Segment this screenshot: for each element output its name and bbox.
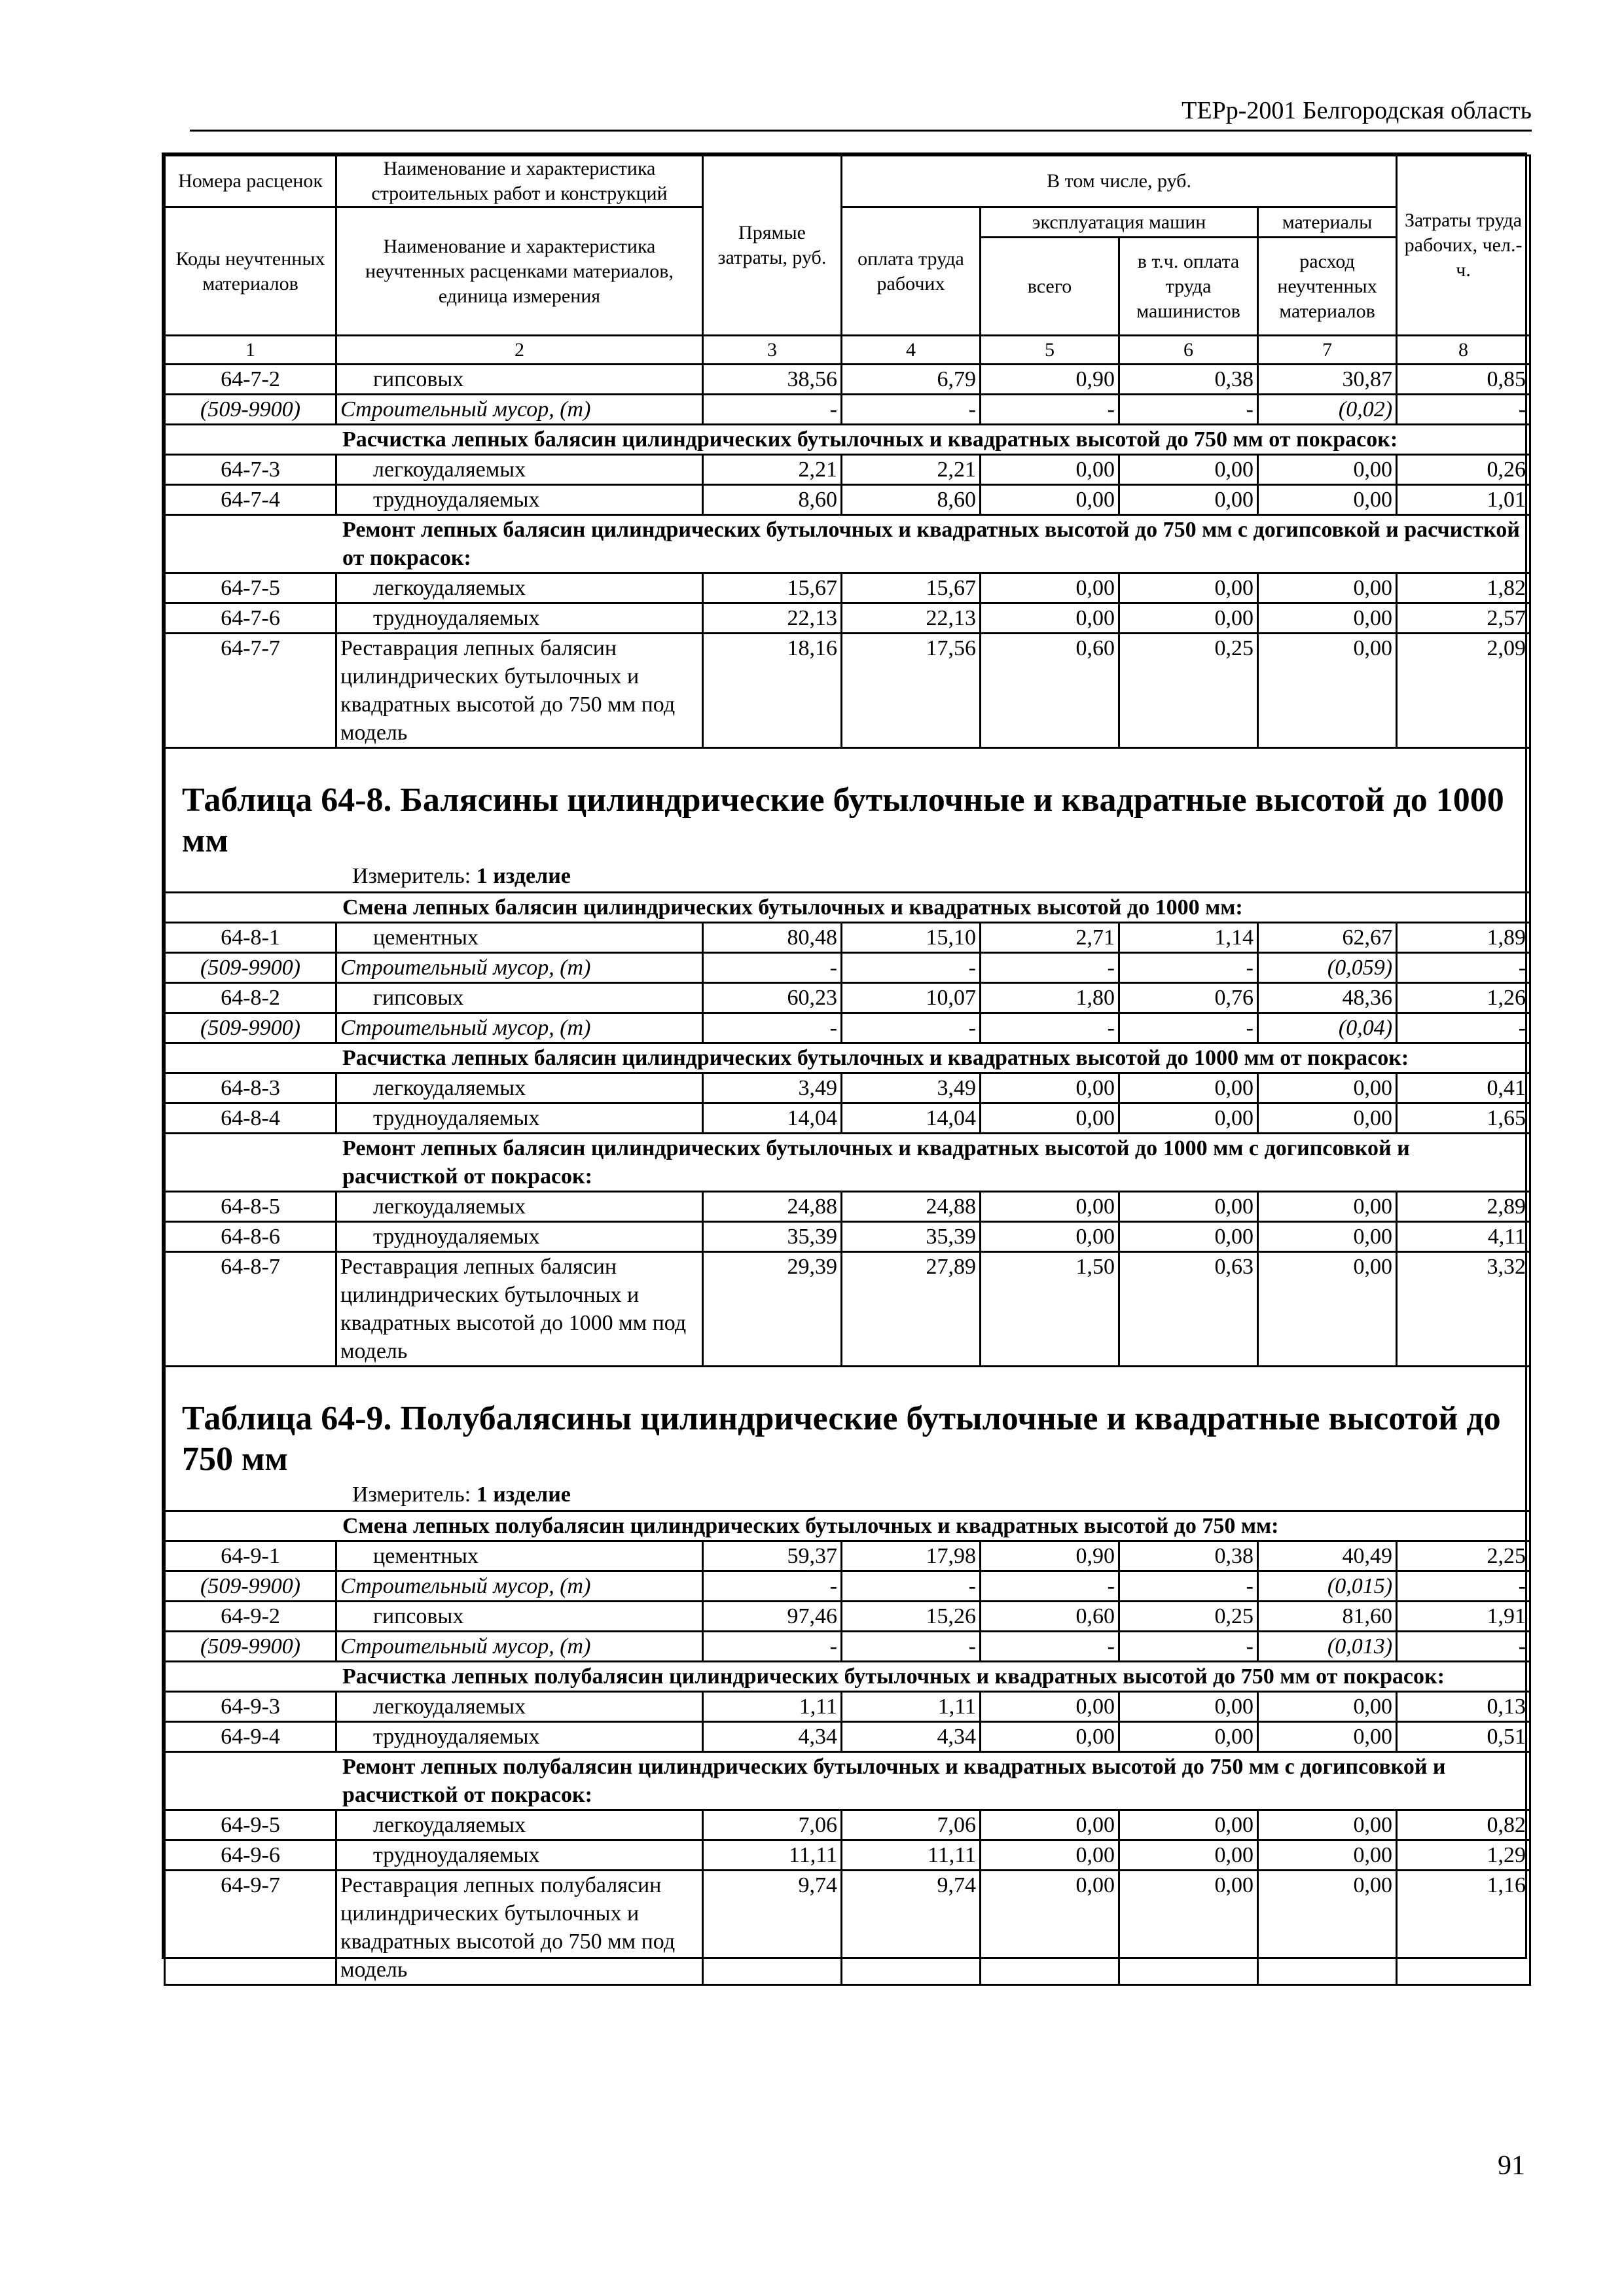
column-number: 8 (1397, 336, 1530, 365)
table-title-cell (165, 1367, 1530, 1511)
worker-pay: 8,60 (842, 485, 981, 515)
labor-hours: 1,82 (1397, 573, 1530, 603)
section-row (165, 425, 1530, 455)
machines-total: - (981, 395, 1119, 425)
labor-hours: 0,51 (1397, 1722, 1530, 1752)
work-name: Реставрация лепных полубалясин цилиндрических бутылочных и квадратных высотой до 750 мм под модель (336, 1871, 703, 1985)
direct-costs: 2,21 (703, 455, 842, 485)
work-name: легкоудаляемых (336, 1192, 703, 1222)
direct-costs: 18,16 (703, 634, 842, 748)
material-row (165, 1632, 1530, 1662)
rate-row (165, 365, 1530, 395)
machinist-pay: 0,00 (1119, 1103, 1258, 1134)
work-name: Реставрация лепных балясин цилиндрических бутылочных и квадратных высотой до 1000 мм под модель (336, 1252, 703, 1367)
direct-costs: 7,06 (703, 1810, 842, 1840)
labor-hours: - (1397, 1632, 1530, 1662)
machines-total: - (981, 1013, 1119, 1043)
materials-value: 0,00 (1258, 573, 1397, 603)
rate-code: 64-7-2 (165, 365, 336, 395)
material-name: Строительный мусор, (т) (336, 395, 703, 425)
table-title: Таблица 64-8. Балясины цилиндрические бутылочные и квадратные высотой до 1000 мм (182, 781, 1504, 859)
section-row (165, 1752, 1530, 1810)
section-heading: Смена лепных полубалясин цилиндрических бутылочных и квадратных высотой до 750 мм: (165, 1511, 1530, 1541)
work-name: гипсовых (336, 983, 703, 1013)
labor-hours: 0,85 (1397, 365, 1530, 395)
machines-total: 0,00 (981, 1810, 1119, 1840)
rate-code: 64-9-1 (165, 1541, 336, 1571)
rate-row (165, 1103, 1530, 1134)
labor-hours: 0,41 (1397, 1073, 1530, 1103)
labor-hours: - (1397, 1571, 1530, 1602)
materials-header: материалы (1258, 207, 1397, 238)
price-table (164, 154, 1531, 1986)
machines-total: 0,00 (981, 1222, 1119, 1252)
materials-value: 0,00 (1258, 1722, 1397, 1752)
direct-costs: - (703, 395, 842, 425)
materials-value: 30,87 (1258, 365, 1397, 395)
labor-hours: 2,09 (1397, 634, 1530, 748)
worker-pay: 35,39 (842, 1222, 981, 1252)
work-name: трудноудаляемых (336, 485, 703, 515)
rate-row (165, 573, 1530, 603)
direct-costs: 1,11 (703, 1692, 842, 1722)
direct-costs: 59,37 (703, 1541, 842, 1571)
work-name: трудноудаляемых (336, 1840, 703, 1871)
materials-value: (0,013) (1258, 1632, 1397, 1662)
machinist-pay-header: в т.ч. оплата труда машинистов (1119, 238, 1258, 336)
rate-row (165, 1692, 1530, 1722)
direct-costs: 60,23 (703, 983, 842, 1013)
direct-costs: 35,39 (703, 1222, 842, 1252)
price-table-frame (162, 152, 1527, 1982)
machinist-pay: - (1119, 953, 1258, 983)
work-name: трудноудаляемых (336, 603, 703, 634)
rate-row (165, 983, 1530, 1013)
materials-value: (0,02) (1258, 395, 1397, 425)
rate-row (165, 1073, 1530, 1103)
labor-hours: 2,89 (1397, 1192, 1530, 1222)
materials-value: 62,67 (1258, 923, 1397, 953)
machines-total: 0,60 (981, 634, 1119, 748)
rate-code: 64-8-5 (165, 1192, 336, 1222)
machines-total: - (981, 1632, 1119, 1662)
labor-hours: 1,26 (1397, 983, 1530, 1013)
machines-total: 0,00 (981, 1722, 1119, 1752)
machinist-pay: 0,00 (1119, 573, 1258, 603)
machines-total: 0,90 (981, 365, 1119, 395)
direct-costs: - (703, 953, 842, 983)
materials-value: 0,00 (1258, 1103, 1397, 1134)
section-heading: Смена лепных балясин цилиндрических бутылочных и квадратных высотой до 1000 мм: (165, 893, 1530, 923)
table-title-cell (165, 748, 1530, 893)
section-heading: Ремонт лепных полубалясин цилиндрических бутылочных и квадратных высотой до 750 мм с догипсовкой и расчисткой от покрасок: (165, 1752, 1530, 1810)
rate-code: 64-7-5 (165, 573, 336, 603)
materials-value: 0,00 (1258, 1871, 1397, 1985)
column-number: 5 (981, 336, 1119, 365)
material-code: (509-9900) (165, 395, 336, 425)
machinist-pay: 0,00 (1119, 603, 1258, 634)
materials-value: 0,00 (1258, 1692, 1397, 1722)
machines-total: 0,00 (981, 1692, 1119, 1722)
worker-pay: 22,13 (842, 603, 981, 634)
section-row (165, 1043, 1530, 1073)
section-row (165, 1134, 1530, 1192)
section-heading: Расчистка лепных балясин цилиндрических бутылочных и квадратных высотой до 750 мм от покрасок: (165, 425, 1530, 455)
machines-total: - (981, 953, 1119, 983)
table-title-row (165, 1367, 1530, 1511)
machinist-pay: 0,00 (1119, 455, 1258, 485)
machinist-pay: 0,00 (1119, 1722, 1258, 1752)
machinist-pay: 0,38 (1119, 365, 1258, 395)
machinist-pay: 0,00 (1119, 1073, 1258, 1103)
machines-total: 0,90 (981, 1541, 1119, 1571)
work-name: трудноудаляемых (336, 1103, 703, 1134)
labor-costs-header: Затраты труда рабочих, чел.-ч. (1397, 156, 1530, 336)
measure-unit-value: 1 изделие (476, 864, 571, 888)
materials-value: 0,00 (1258, 485, 1397, 515)
table-title-row (165, 748, 1530, 893)
materials-value: 0,00 (1258, 603, 1397, 634)
work-name: легкоудаляемых (336, 1692, 703, 1722)
section-row (165, 893, 1530, 923)
material-row (165, 1571, 1530, 1602)
work-name: трудноудаляемых (336, 1722, 703, 1752)
rate-row (165, 455, 1530, 485)
worker-pay: 3,49 (842, 1073, 981, 1103)
column-number: 2 (336, 336, 703, 365)
rate-row (165, 485, 1530, 515)
direct-costs: 3,49 (703, 1073, 842, 1103)
rate-code: 64-8-1 (165, 923, 336, 953)
labor-hours: 2,57 (1397, 603, 1530, 634)
worker-pay: 27,89 (842, 1252, 981, 1367)
direct-costs: 97,46 (703, 1602, 842, 1632)
machinist-pay: - (1119, 1013, 1258, 1043)
machines-total: 2,71 (981, 923, 1119, 953)
direct-costs: - (703, 1013, 842, 1043)
worker-pay: - (842, 395, 981, 425)
machinist-pay: 1,14 (1119, 923, 1258, 953)
rate-code: 64-8-3 (165, 1073, 336, 1103)
direct-costs: 29,39 (703, 1252, 842, 1367)
machines-total: 0,00 (981, 455, 1119, 485)
machinist-pay: 0,25 (1119, 1602, 1258, 1632)
material-name: Строительный мусор, (т) (336, 1632, 703, 1662)
worker-pay: 10,07 (842, 983, 981, 1013)
machinist-pay: 0,00 (1119, 1810, 1258, 1840)
labor-hours: 0,13 (1397, 1692, 1530, 1722)
machinist-pay: 0,38 (1119, 1541, 1258, 1571)
machines-total: 0,00 (981, 573, 1119, 603)
col2-top-header: Наименование и характеристика строительных работ и конструкций (336, 156, 703, 207)
rate-code: 64-7-7 (165, 634, 336, 748)
work-name: трудноудаляемых (336, 1222, 703, 1252)
worker-pay: 24,88 (842, 1192, 981, 1222)
rate-row (165, 603, 1530, 634)
rate-code: 64-8-7 (165, 1252, 336, 1367)
direct-costs: 24,88 (703, 1192, 842, 1222)
materials-value: 0,00 (1258, 1222, 1397, 1252)
section-heading: Ремонт лепных балясин цилиндрических бутылочных и квадратных высотой до 750 мм с догипсовкой и расчисткой от покрасок: (165, 515, 1530, 573)
unaccounted-materials-header: расход неучтенных материалов (1258, 238, 1397, 336)
worker-pay: - (842, 1571, 981, 1602)
machines-total: 1,80 (981, 983, 1119, 1013)
material-row (165, 395, 1530, 425)
measure-unit-value: 1 изделие (476, 1482, 571, 1507)
rate-code: 64-9-7 (165, 1871, 336, 1985)
rate-code: 64-8-2 (165, 983, 336, 1013)
materials-value: 0,00 (1258, 634, 1397, 748)
work-name: легкоудаляемых (336, 1073, 703, 1103)
direct-costs: 11,11 (703, 1840, 842, 1871)
column-number: 4 (842, 336, 981, 365)
machinist-pay: 0,25 (1119, 634, 1258, 748)
machines-total: 0,00 (981, 1871, 1119, 1985)
rate-row (165, 1192, 1530, 1222)
materials-value: 0,00 (1258, 1810, 1397, 1840)
worker-pay: - (842, 1013, 981, 1043)
machines-header: эксплуатация машин (981, 207, 1258, 238)
rate-code: 64-9-6 (165, 1840, 336, 1871)
worker-pay: 15,26 (842, 1602, 981, 1632)
materials-value: (0,04) (1258, 1013, 1397, 1043)
direct-costs: 15,67 (703, 573, 842, 603)
material-row (165, 1013, 1530, 1043)
material-code: (509-9900) (165, 1571, 336, 1602)
rate-row (165, 1722, 1530, 1752)
materials-value: 0,00 (1258, 1192, 1397, 1222)
direct-costs: - (703, 1571, 842, 1602)
direct-costs-header: Прямые затраты, руб. (703, 156, 842, 336)
labor-hours: 1,01 (1397, 485, 1530, 515)
machinist-pay: 0,63 (1119, 1252, 1258, 1367)
rate-row (165, 634, 1530, 748)
materials-value: 0,00 (1258, 1252, 1397, 1367)
rate-code: 64-8-6 (165, 1222, 336, 1252)
rate-row (165, 1252, 1530, 1367)
material-code: (509-9900) (165, 1013, 336, 1043)
measure-unit-label: Измеритель: (352, 1482, 471, 1507)
machinist-pay: 0,00 (1119, 485, 1258, 515)
machinist-pay: 0,00 (1119, 1692, 1258, 1722)
rate-row (165, 1840, 1530, 1871)
measure-unit-label: Измеритель: (352, 864, 471, 888)
machinist-pay: - (1119, 1571, 1258, 1602)
labor-hours: - (1397, 953, 1530, 983)
page-number: 91 (1498, 2151, 1525, 2181)
worker-pay: 17,56 (842, 634, 981, 748)
section-row (165, 1662, 1530, 1692)
materials-value: (0,015) (1258, 1571, 1397, 1602)
rate-row (165, 923, 1530, 953)
including-header: В том числе, руб. (842, 156, 1397, 207)
direct-costs: 9,74 (703, 1871, 842, 1985)
direct-costs: - (703, 1632, 842, 1662)
direct-costs: 22,13 (703, 603, 842, 634)
section-row (165, 1511, 1530, 1541)
work-name: легкоудаляемых (336, 573, 703, 603)
materials-value: 0,00 (1258, 1073, 1397, 1103)
column-number: 7 (1258, 336, 1397, 365)
labor-hours: 3,32 (1397, 1252, 1530, 1367)
materials-value: 81,60 (1258, 1602, 1397, 1632)
labor-hours: - (1397, 395, 1530, 425)
material-name: Строительный мусор, (т) (336, 953, 703, 983)
machines-total: 0,00 (981, 603, 1119, 634)
rate-row (165, 1871, 1530, 1985)
rate-code: 64-9-5 (165, 1810, 336, 1840)
material-code: (509-9900) (165, 1632, 336, 1662)
direct-costs: 38,56 (703, 365, 842, 395)
machinist-pay: 0,00 (1119, 1840, 1258, 1871)
materials-value: (0,059) (1258, 953, 1397, 983)
machinist-pay: 0,76 (1119, 983, 1258, 1013)
rate-row (165, 1602, 1530, 1632)
work-name: Реставрация лепных балясин цилиндрических бутылочных и квадратных высотой до 750 мм под модель (336, 634, 703, 748)
materials-value: 48,36 (1258, 983, 1397, 1013)
worker-pay: 17,98 (842, 1541, 981, 1571)
rate-row (165, 1222, 1530, 1252)
machines-total: 0,00 (981, 1192, 1119, 1222)
materials-value: 0,00 (1258, 1840, 1397, 1871)
machinist-pay: 0,00 (1119, 1222, 1258, 1252)
worker-pay: 11,11 (842, 1840, 981, 1871)
labor-hours: 1,29 (1397, 1840, 1530, 1871)
work-name: гипсовых (336, 1602, 703, 1632)
rate-row (165, 1810, 1530, 1840)
col1-bottom-header: Коды неучтенных материалов (165, 207, 336, 336)
materials-value: 0,00 (1258, 455, 1397, 485)
labor-hours: 0,82 (1397, 1810, 1530, 1840)
work-name: цементных (336, 1541, 703, 1571)
machinist-pay: 0,00 (1119, 1192, 1258, 1222)
labor-hours: 1,89 (1397, 923, 1530, 953)
section-heading: Ремонт лепных балясин цилиндрических бутылочных и квадратных высотой до 1000 мм с догипсовкой и расчисткой от покрасок: (165, 1134, 1530, 1192)
labor-hours: 2,25 (1397, 1541, 1530, 1571)
machines-total: 0,00 (981, 1103, 1119, 1134)
machines-total: 0,00 (981, 1840, 1119, 1871)
rate-code: 64-7-3 (165, 455, 336, 485)
material-row (165, 953, 1530, 983)
running-header: ТЕРр-2001 Белгородская область (190, 92, 1532, 132)
column-number: 6 (1119, 336, 1258, 365)
material-name: Строительный мусор, (т) (336, 1571, 703, 1602)
machines-total: 0,60 (981, 1602, 1119, 1632)
labor-hours: 1,16 (1397, 1871, 1530, 1985)
worker-pay: 14,04 (842, 1103, 981, 1134)
direct-costs: 14,04 (703, 1103, 842, 1134)
materials-value: 40,49 (1258, 1541, 1397, 1571)
worker-pay: - (842, 1632, 981, 1662)
machines-total: 1,50 (981, 1252, 1119, 1367)
machinist-pay: 0,00 (1119, 1871, 1258, 1985)
worker-pay: 1,11 (842, 1692, 981, 1722)
worker-pay: 15,10 (842, 923, 981, 953)
rate-code: 64-9-3 (165, 1692, 336, 1722)
work-name: цементных (336, 923, 703, 953)
section-heading: Расчистка лепных балясин цилиндрических бутылочных и квадратных высотой до 1000 мм от покрасок: (165, 1043, 1530, 1073)
material-name: Строительный мусор, (т) (336, 1013, 703, 1043)
work-name: легкоудаляемых (336, 455, 703, 485)
rate-code: 64-7-6 (165, 603, 336, 634)
table-title: Таблица 64-9. Полубалясины цилиндрические бутылочные и квадратные высотой до 750 мм (182, 1400, 1501, 1478)
labor-hours: 0,26 (1397, 455, 1530, 485)
section-row (165, 515, 1530, 573)
material-code: (509-9900) (165, 953, 336, 983)
work-name: легкоудаляемых (336, 1810, 703, 1840)
worker-pay: 2,21 (842, 455, 981, 485)
work-name: гипсовых (336, 365, 703, 395)
machines-total: - (981, 1571, 1119, 1602)
labor-hours: 1,91 (1397, 1602, 1530, 1632)
worker-pay: - (842, 953, 981, 983)
column-number: 1 (165, 336, 336, 365)
direct-costs: 4,34 (703, 1722, 842, 1752)
measure-unit (169, 1480, 1526, 1510)
machines-total-header: всего (981, 238, 1119, 336)
rate-code: 64-8-4 (165, 1103, 336, 1134)
worker-pay: 7,06 (842, 1810, 981, 1840)
worker-pay: 4,34 (842, 1722, 981, 1752)
machinist-pay: - (1119, 1632, 1258, 1662)
machines-total: 0,00 (981, 485, 1119, 515)
rate-code: 64-9-2 (165, 1602, 336, 1632)
machinist-pay: - (1119, 395, 1258, 425)
worker-pay: 15,67 (842, 573, 981, 603)
direct-costs: 80,48 (703, 923, 842, 953)
rate-code: 64-7-4 (165, 485, 336, 515)
rate-row (165, 1541, 1530, 1571)
worker-pay: 6,79 (842, 365, 981, 395)
direct-costs: 8,60 (703, 485, 842, 515)
section-heading: Расчистка лепных полубалясин цилиндрических бутылочных и квадратных высотой до 750 мм от покрасок: (165, 1662, 1530, 1692)
column-number: 3 (703, 336, 842, 365)
col2-bottom-header: Наименование и характеристика неучтенных расценками материалов, единица измерения (336, 207, 703, 336)
labor-hours: - (1397, 1013, 1530, 1043)
worker-pay: 9,74 (842, 1871, 981, 1985)
machines-total: 0,00 (981, 1073, 1119, 1103)
col1-top-header: Номера расценок (165, 156, 336, 207)
measure-unit (169, 861, 1526, 891)
worker-pay-header: оплата труда рабочих (842, 207, 981, 336)
labor-hours: 1,65 (1397, 1103, 1530, 1134)
rate-code: 64-9-4 (165, 1722, 336, 1752)
labor-hours: 4,11 (1397, 1222, 1530, 1252)
